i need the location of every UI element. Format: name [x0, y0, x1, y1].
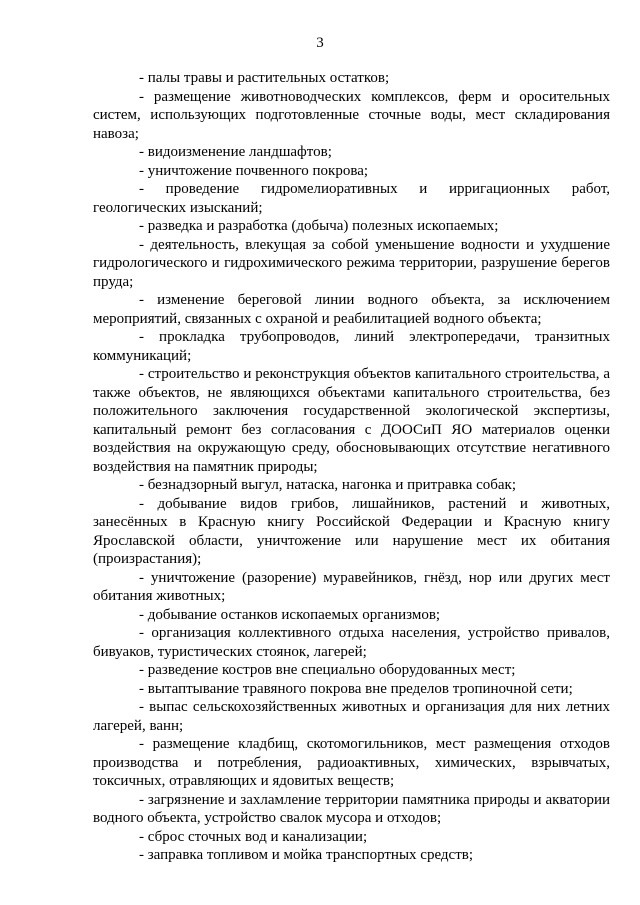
list-item: - размещение животноводческих комплексов, ферм и оросительных систем, использующих подготовленные сточные воды, мест складирования навоза; [93, 88, 610, 142]
list-item: - добывание останков ископаемых организмов; [139, 606, 441, 623]
list-item: - строительство и реконструкция объектов капитального строительства, а также объектов, не являющихся объектами капитального строительства, без положительного заключения государственной экологической экспертизы, капитальный ремонт без согласования с ДООСиП ЯО материалов оценки воздействия на окружающую среду, обосновывающих отсутствие негативного воздействия на памятник природы; [93, 366, 610, 475]
list-item: - выпас сельскохозяйственных животных и организация для них летних лагерей, ванн; [93, 699, 610, 734]
list-item: - сброс сточных вод и канализации; [139, 828, 368, 845]
list-item: - изменение береговой линии водного объекта, за исключением мероприятий, связанных с охраной и реабилитацией водного объекта; [93, 292, 610, 327]
list-item: - добывание видов грибов, лишайников, растений и животных, занесённых в Красную книгу Российской Федерации и Красную книгу Ярославской области, уничтожение или нарушение мест их обитания (произрастания); [93, 495, 610, 567]
list-item: - видоизменение ландшафтов; [139, 144, 332, 160]
list-item: - уничтожение (разорение) муравейников, гнёзд, нор или других мест обитания животных; [93, 569, 610, 604]
page-number: 3 [316, 35, 324, 51]
list-item: - размещение кладбищ, скотомогильников, мест размещения отходов производства и потребления, радиоактивных, химических, взрывчатых, токсичных, отравляющих и ядовитых веществ; [93, 736, 610, 789]
list-item: - проведение гидромелиоративных и ирригационных работ, геологических изысканий; [93, 181, 610, 216]
list-item: - деятельность, влекущая за собой уменьшение водности и ухудшение гидрологического и гидрохимического режима территории, разрушение берегов пруда; [93, 236, 610, 290]
list-item: - безнадзорный выгул, натаска, нагонка и притравка собак; [139, 477, 517, 493]
list-item: - палы травы и растительных остатков; [139, 70, 390, 86]
list-item: - загрязнение и захламление территории памятника природы и акватории водного объекта, устройство свалок мусора и отходов; [93, 791, 610, 826]
list-item: - уничтожение почвенного покрова; [139, 162, 369, 179]
list-item: - организация коллективного отдыха населения, устройство привалов, бивуаков, туристических стоянок, лагерей; [93, 625, 610, 660]
prohibited-activities-list [93, 69, 610, 865]
list-item: - прокладка трубопроводов, линий электропередачи, транзитных коммуникаций; [93, 329, 610, 364]
list-item: - заправка топливом и мойка транспортных средств; [139, 847, 473, 863]
list-item: - разведение костров вне специально оборудованных мест; [139, 662, 516, 678]
list-item: - вытаптывание травяного покрова вне пределов тропиночной сети; [139, 680, 573, 697]
list-item: - разведка и разработка (добыча) полезных ископаемых; [139, 218, 499, 234]
